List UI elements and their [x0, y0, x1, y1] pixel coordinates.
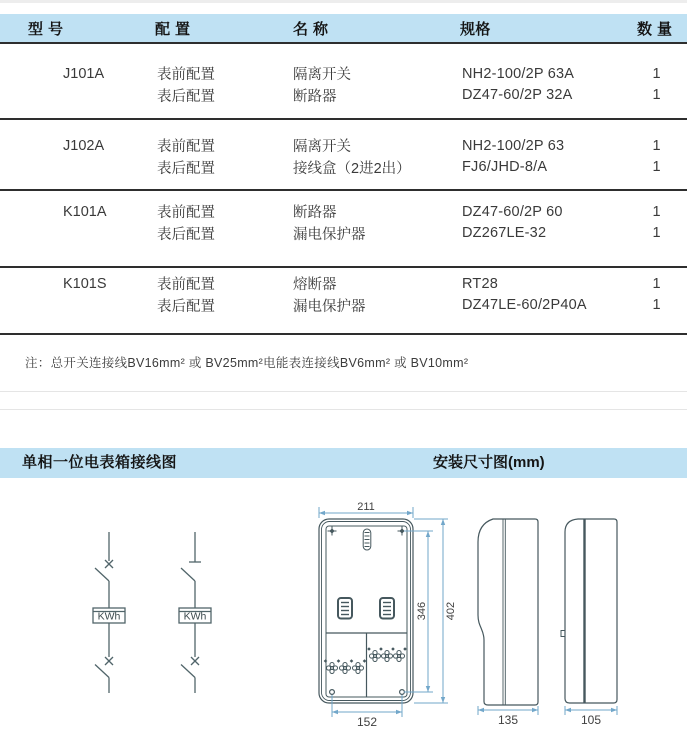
kwh-label: KWh: [183, 610, 207, 623]
breaker-contact-icon: [105, 560, 113, 568]
seal-window-icon: [363, 529, 371, 550]
model-cell: J101A: [63, 65, 105, 82]
page-top-strip: [0, 0, 687, 3]
config-cell: 表前配置: [157, 139, 215, 156]
name-cell: 隔离开关: [293, 139, 351, 156]
qty-cell: 1: [652, 225, 661, 242]
config-cell: 表后配置: [157, 88, 215, 105]
spec-cell: NH2-100/2P 63: [462, 137, 565, 154]
qty-cell: 1: [652, 87, 661, 104]
breaker-contact-icon: [105, 657, 113, 665]
dim-label-402: 402: [445, 601, 457, 621]
spec-cell: DZ47-60/2P 32A: [462, 87, 573, 104]
spec-cell: RT28: [462, 275, 498, 292]
name-cell: 漏电保护器: [293, 226, 366, 243]
mounting-hole-icon: [400, 690, 405, 695]
header-model: 型号: [28, 20, 69, 38]
spec-table: [0, 14, 687, 335]
qty-cell: 1: [652, 297, 661, 314]
model-cell: K101A: [63, 203, 107, 220]
section-title-band: [0, 448, 687, 478]
qty-cell: 1: [652, 203, 661, 220]
config-cell: 表后配置: [157, 160, 215, 177]
wiring-diagram: [0, 480, 300, 739]
header-spec: 规格: [460, 20, 491, 38]
name-cell: 漏电保护器: [293, 298, 366, 315]
spec-cell: FJ6/JHD-8/A: [462, 159, 548, 176]
config-cell: 表后配置: [157, 298, 215, 315]
spec-cell: NH2-100/2P 63A: [462, 65, 575, 82]
screw-icon: [328, 527, 337, 536]
model-cell: J102A: [63, 137, 105, 154]
meter-box-side-view-135: [478, 519, 538, 705]
dim-label-135: 135: [497, 713, 519, 727]
config-cell: 表后配置: [157, 226, 215, 243]
table-header-row: [0, 14, 687, 44]
meter-button-icon: [380, 598, 394, 619]
section-separator: [0, 391, 687, 410]
meter-box-side-view-105: [561, 519, 617, 703]
header-qty: 数量: [637, 20, 678, 38]
dim-label-346: 346: [416, 601, 428, 621]
model-cell: K101S: [63, 275, 107, 292]
header-config: 配置: [155, 20, 196, 38]
wiring-section-title: 单相一位电表箱接线图: [22, 454, 178, 471]
name-cell: 断路器: [293, 88, 337, 105]
name-cell: 接线盒（2进2出）: [293, 160, 411, 177]
name-cell: 熔断器: [293, 277, 337, 294]
meter-box-front-view: [319, 519, 413, 703]
config-cell: 表前配置: [157, 205, 215, 222]
knockout-rosettes: [324, 647, 407, 673]
header-name: 名称: [293, 20, 334, 38]
config-cell: 表前配置: [157, 277, 215, 294]
table-row: [0, 191, 687, 268]
dim-label-105: 105: [580, 713, 602, 727]
name-cell: 断路器: [293, 205, 337, 222]
mounting-hole-icon: [330, 690, 335, 695]
table-row: [0, 120, 687, 191]
dim-152: [332, 695, 402, 717]
table-row: [0, 44, 687, 120]
qty-cell: 1: [652, 65, 661, 82]
installation-dimension-diagram: [300, 480, 687, 739]
dim-label-152: 152: [356, 715, 378, 729]
config-cell: 表前配置: [157, 67, 215, 84]
qty-cell: 1: [652, 159, 661, 176]
qty-cell: 1: [652, 275, 661, 292]
dimension-section-title: 安装尺寸图(mm): [433, 454, 545, 471]
dim-label-211: 211: [357, 501, 375, 513]
breaker-contact-icon: [191, 657, 199, 665]
spec-cell: DZ47-60/2P 60: [462, 203, 563, 220]
kwh-label: KWh: [97, 610, 121, 623]
spec-cell: DZ47LE-60/2P40A: [462, 297, 587, 314]
table-row: [0, 268, 687, 335]
spec-cell: DZ267LE-32: [462, 225, 547, 242]
name-cell: 隔离开关: [293, 67, 351, 84]
table-note: 注：总开关连接线BV16mm² 或 BV25mm²电能表连接线BV6mm² 或 BV10mm²: [25, 356, 469, 370]
meter-button-icon: [338, 598, 352, 619]
qty-cell: 1: [652, 137, 661, 154]
